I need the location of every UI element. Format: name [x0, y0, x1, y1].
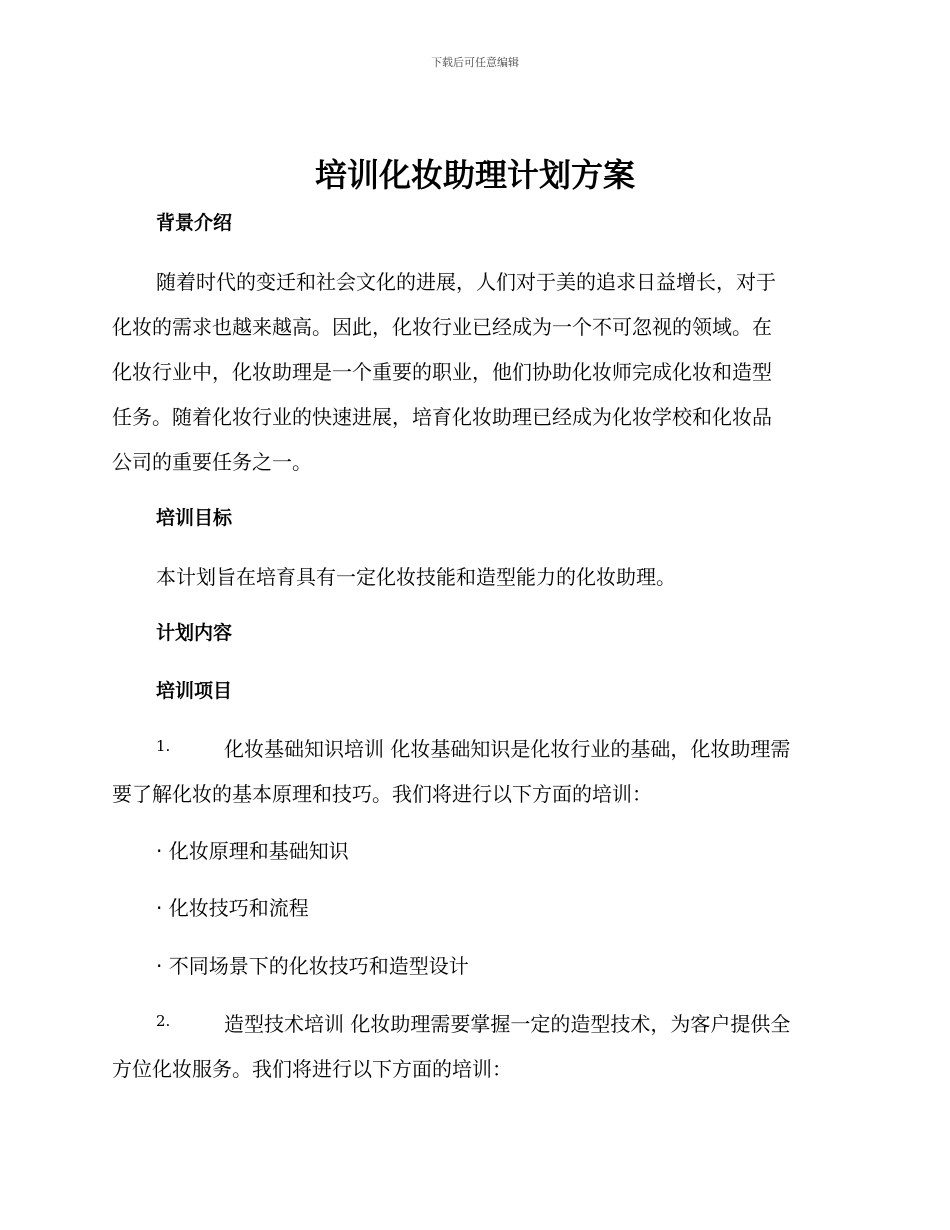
background-line-1: 随着时代的变迁和社会文化的进展，人们对于美的追求日益增长，对于: [156, 270, 776, 294]
project-1-line-2: 要了解化妆的基本原理和技巧。我们将进行以下方面的培训：: [112, 782, 652, 806]
project-2-line-2: 方位化妆服务。我们将进行以下方面的培训：: [112, 1057, 512, 1081]
project-1-bullet-3: · 不同场景下的化妆技巧和造型设计: [156, 954, 469, 978]
project-1-bullet-2: · 化妆技巧和流程: [156, 896, 309, 920]
header-note: 下载后可任意编辑: [431, 56, 519, 69]
background-line-3: 化妆行业中，化妆助理是一个重要的职业，他们协助化妆师完成化妆和造型: [112, 360, 772, 384]
document-title: 培训化妆助理计划方案: [314, 156, 635, 194]
project-2-line-1: 造型技术培训 化妆助理需要掌握一定的造型技术，为客户提供全: [224, 1012, 791, 1036]
background-line-4: 任务。随着化妆行业的快速进展，培育化妆助理已经成为化妆学校和化妆品: [112, 405, 772, 429]
goal-text: 本计划旨在培育具有一定化妆技能和造型能力的化妆助理。: [156, 565, 676, 589]
section-heading-goal: 培训目标: [156, 507, 233, 529]
project-number-1: 1.: [156, 737, 171, 755]
project-1-bullet-1: · 化妆原理和基础知识: [156, 839, 349, 863]
background-line-2: 化妆的需求也越来越高。因此，化妆行业已经成为一个不可忽视的领域。在: [112, 315, 772, 339]
section-heading-background: 背景介绍: [156, 212, 233, 234]
background-line-5: 公司的重要任务之一。: [112, 450, 312, 474]
section-heading-projects: 培训项目: [156, 680, 233, 702]
section-heading-plan: 计划内容: [156, 622, 233, 644]
project-number-2: 2.: [156, 1012, 171, 1030]
project-1-line-1: 化妆基础知识培训 化妆基础知识是化妆行业的基础，化妆助理需: [224, 737, 791, 761]
